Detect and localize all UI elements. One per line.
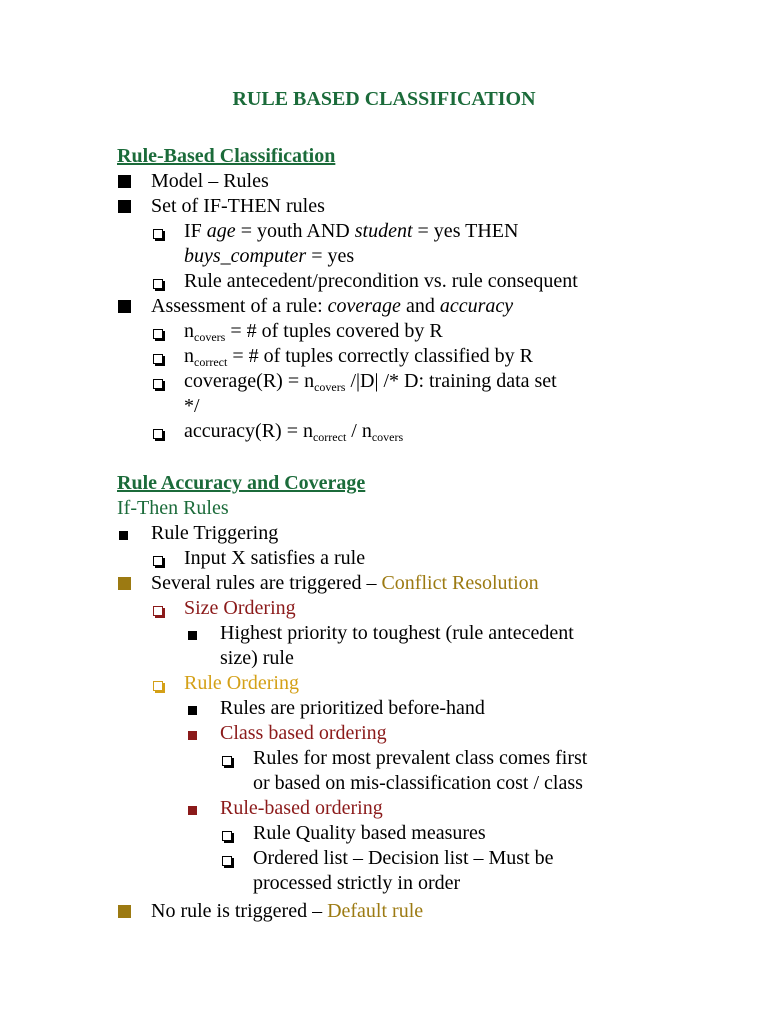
hollow-square-bullet-icon [153,354,163,364]
bullet-coverage-formula-cont: */ [184,395,200,417]
hollow-square-bullet-icon [153,681,163,691]
bullet-input-x: Input X satisfies a rule [184,547,366,569]
bullet-if-then-set: Set of IF-THEN rules [151,195,325,217]
bullet-square-icon [118,905,131,918]
hollow-square-bullet-icon [153,606,163,616]
bullet-square-icon [118,200,131,213]
subheading-if-then-rules: If-Then Rules [117,497,229,519]
bullet-size-ordering: Size Ordering [184,597,296,619]
bullet-if-rule-example: IF age = youth AND student = yes THEN [184,220,519,242]
bullet-highest-priority: Highest priority to toughest (rule antecedent [220,622,574,644]
bullet-prevalent-class: Rules for most prevalent class comes first [253,747,588,769]
hollow-square-bullet-icon [153,329,163,339]
bullet-assessment: Assessment of a rule: coverage and accuracy [151,295,514,317]
bullet-square-icon [188,706,197,715]
hollow-square-bullet-icon [153,379,163,389]
bullet-prevalent-class-cont: or based on mis-classification cost / class [253,772,583,794]
bullet-quality-measures: Rule Quality based measures [253,822,486,844]
bullet-square-icon [188,631,197,640]
bullet-square-icon [118,300,131,313]
bullet-square-icon [118,577,131,590]
hollow-square-bullet-icon [153,229,163,239]
bullet-coverage-formula: coverage(R) = $n_{covers}$ /|D| /* D: training data set [184,370,557,394]
bullet-square-icon [188,806,197,815]
hollow-square-bullet-icon [222,756,232,766]
bullet-antecedent-consequent: Rule antecedent/precondition vs. rule consequent [184,270,578,292]
bullet-square-icon [188,731,197,740]
hollow-square-bullet-icon [153,556,163,566]
bullet-highest-priority-cont: size) rule [220,647,294,669]
bullet-class-based-ordering: Class based ordering [220,722,387,744]
bullet-accuracy-formula: accuracy(R) = $n_{correct} / n_{covers}$ [184,420,404,444]
bullet-ncovers: $n_{covers}$ = # of tuples covered by R [184,320,443,344]
bullet-rule-ordering: Rule Ordering [184,672,299,694]
bullet-ordered-list: Ordered list – Decision list – Must be [253,847,554,869]
bullet-prioritized: Rules are prioritized before-hand [220,697,485,719]
bullet-several-rules: Several rules are triggered – Conflict Resolution [151,572,539,594]
bullet-square-icon [118,175,131,188]
bullet-if-rule-example-cont: buys_computer = yes [184,245,355,267]
bullet-rule-triggering: Rule Triggering [151,522,279,544]
hollow-square-bullet-icon [153,279,163,289]
bullet-no-rule: No rule is triggered – Default rule [151,900,424,922]
hollow-square-bullet-icon [222,831,232,841]
section-heading-rule-based-classification: Rule-Based Classification [117,145,336,167]
hollow-square-bullet-icon [222,856,232,866]
bullet-square-icon [119,531,128,540]
bullet-ordered-list-cont: processed strictly in order [253,872,461,894]
section-heading-accuracy-coverage: Rule Accuracy and Coverage [117,472,366,494]
hollow-square-bullet-icon [153,429,163,439]
bullet-rule-based-ordering: Rule-based ordering [220,797,383,819]
bullet-model-rules: Model – Rules [151,170,269,192]
bullet-ncorrect: $n_{correct}$ = # of tuples correctly classified by R [184,345,533,369]
page-title: RULE BASED CLASSIFICATION [232,88,536,110]
